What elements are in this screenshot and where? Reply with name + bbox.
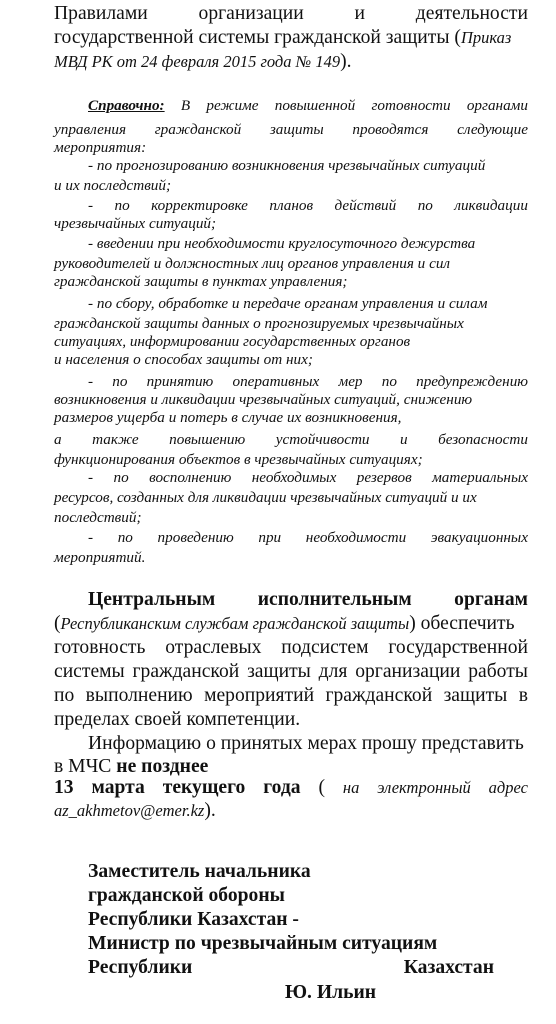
word: повышенной — [274, 97, 356, 114]
reference-line — [88, 158, 485, 173]
reference-line — [54, 452, 423, 467]
word: принятию — [146, 373, 214, 390]
word: по — [54, 685, 75, 706]
instruction-line — [54, 710, 300, 730]
word: деятельности — [415, 3, 528, 24]
instruction-line — [54, 638, 528, 658]
word: руководителей и должностных лиц органов управления и сил — [54, 255, 451, 272]
word: мероприятий. — [54, 549, 146, 566]
reference-line — [54, 256, 450, 271]
word: материальных — [432, 469, 528, 486]
word: организации — [355, 661, 461, 682]
reference-line — [88, 470, 528, 485]
word: ликвидации — [454, 197, 528, 214]
word: эвакуационных — [430, 529, 528, 546]
intro-line-3 — [54, 52, 352, 72]
signature-line: гражданской обороны — [88, 885, 285, 906]
reference-line — [54, 274, 347, 289]
word: Правилами — [54, 3, 148, 24]
word: - — [88, 373, 94, 390]
reference-line — [88, 198, 528, 213]
word: по — [417, 197, 433, 214]
word: Центральным — [88, 589, 216, 610]
word: государственной — [388, 637, 528, 658]
word: - — [88, 197, 94, 214]
word: следующие — [457, 121, 528, 138]
reference-line — [54, 432, 528, 447]
word: функционирования объектов в чрезвычайных ситуациях; — [54, 451, 423, 468]
instruction-text: ) обеспечить — [409, 613, 515, 634]
word: органами — [466, 97, 528, 114]
intro-text: ). — [340, 51, 352, 72]
word: органам — [454, 589, 528, 610]
word: отраслевых — [165, 637, 262, 658]
reference-line — [88, 530, 528, 545]
word: и — [354, 3, 366, 24]
word: гражданской — [325, 685, 433, 706]
word: а — [54, 431, 62, 448]
signatory-name — [285, 983, 376, 1003]
instruction-line — [54, 686, 528, 706]
word: гражданской — [154, 121, 242, 138]
intro-line-2 — [54, 28, 511, 48]
reference-line — [54, 510, 142, 525]
word: режиме — [206, 97, 259, 114]
word: Казахстан — [403, 957, 494, 978]
word: по — [117, 529, 133, 546]
word: ресурсов, созданных для ликвидации чрезвычайных ситуаций и их — [54, 489, 477, 506]
word: управления — [54, 121, 127, 138]
word: готовности — [371, 97, 451, 114]
instruction-text: Информацию о принятых мерах прошу представить — [88, 733, 524, 754]
word: проводятся — [352, 121, 429, 138]
reference-line — [88, 296, 487, 311]
word: повышению — [169, 431, 246, 448]
deadline-phrase: не позднее — [116, 756, 209, 777]
word: защиты — [247, 661, 311, 682]
word: организации — [198, 3, 304, 24]
word: при — [258, 529, 282, 546]
deadline-line — [54, 778, 528, 798]
word: последствий; — [54, 509, 142, 526]
reference-line — [54, 316, 464, 331]
reference-line — [54, 392, 472, 407]
word: - введении при необходимости круглосуточного дежурства — [88, 235, 476, 252]
word: пределах своей компетенции. — [54, 709, 301, 730]
word: по — [114, 197, 130, 214]
intro-line-1 — [54, 4, 528, 24]
word: резервов — [356, 469, 412, 486]
word: В — [180, 97, 191, 114]
word: гражданской защиты в пунктах управления; — [54, 273, 348, 290]
word: по — [113, 469, 129, 486]
word: электронный — [377, 778, 471, 797]
reference-line — [54, 490, 477, 505]
word: исполнительным — [257, 589, 412, 610]
signature-line: Министр по чрезвычайным ситуациям — [88, 933, 438, 954]
word: на — [342, 778, 360, 797]
word: устойчивости — [275, 431, 370, 448]
word: восполнению — [149, 469, 232, 486]
intro-text: государственной системы гражданской защиты ( — [54, 27, 461, 48]
info-line — [88, 734, 524, 754]
word: безопасности — [438, 431, 528, 448]
reference-line — [54, 550, 145, 565]
word: подсистем — [281, 637, 369, 658]
reference-line — [54, 140, 146, 155]
word: и их последствий; — [54, 177, 172, 194]
email-line — [54, 801, 216, 821]
instruction-line-2 — [54, 614, 515, 634]
word: необходимых — [251, 469, 337, 486]
reference-line — [54, 122, 528, 137]
word: ситуациях, информировании государственных органов — [54, 333, 411, 350]
reference-line — [54, 178, 171, 193]
signature-line: Заместитель начальника — [88, 861, 311, 882]
word: Республики — [88, 957, 193, 978]
reference-label: Справочно: — [88, 97, 165, 114]
word: проведению — [157, 529, 234, 546]
reference-line — [88, 374, 528, 389]
instruction-line — [54, 662, 528, 682]
word: работы — [468, 661, 528, 682]
instruction-line-1 — [88, 590, 528, 610]
word: мероприятия: — [54, 139, 147, 156]
word: оперативных — [232, 373, 320, 390]
reference-line — [54, 352, 313, 367]
word: мероприятий — [204, 685, 315, 706]
reference-line — [88, 236, 475, 251]
instruction-text: в МЧС — [54, 756, 117, 777]
paren: ). — [204, 800, 216, 821]
word: готовность — [54, 637, 146, 658]
word: адрес — [488, 778, 528, 797]
word: мер — [338, 373, 363, 390]
word: возникновения и ликвидации чрезвычайных ситуаций, снижению — [54, 391, 473, 408]
paren: ( — [54, 613, 61, 634]
word: системы — [54, 661, 125, 682]
word: - — [88, 529, 94, 546]
word: - по сбору, обработке и передаче органам управления и силам — [88, 295, 488, 312]
word: необходимости — [305, 529, 407, 546]
email-address: az_akhmetov@emer.kz — [54, 801, 205, 820]
addressee: Республиканским службам гражданской защиты — [60, 614, 410, 633]
signature-line: Республики Казахстан - — [88, 909, 299, 930]
word: размеров ущерба и потерь в случае их возникновения, — [54, 409, 402, 426]
word: и населения о способах защиты от них; — [54, 351, 313, 368]
word: по — [381, 373, 397, 390]
signatory-name-text: Ю. Ильин — [285, 982, 377, 1003]
mchs-line — [54, 757, 208, 777]
reference-line — [54, 216, 216, 231]
signature-line-5 — [88, 958, 494, 978]
word: гражданской — [132, 661, 240, 682]
word: предупреждению — [416, 373, 528, 390]
word: гражданской защиты данных о прогнозируемых чрезвычайных — [54, 315, 464, 332]
word: текущего — [162, 777, 246, 798]
reference-line-1 — [88, 98, 528, 113]
word: защиты — [269, 121, 324, 138]
deadline-day: 13 — [54, 777, 74, 798]
reference-line — [54, 410, 401, 425]
word: корректировке — [151, 197, 248, 214]
word: также — [92, 431, 139, 448]
reference-line — [54, 334, 410, 349]
word: в — [518, 685, 528, 706]
word: - по прогнозированию возникновения чрезвычайных ситуаций — [88, 157, 486, 174]
paren: ( — [318, 777, 325, 798]
word: чрезвычайных ситуаций; — [54, 215, 217, 232]
word: по — [112, 373, 128, 390]
word: действий — [334, 197, 397, 214]
order-reference: МВД РК от 24 февраля 2015 года № 149 — [54, 52, 341, 71]
word: и — [400, 431, 408, 448]
word: планов — [269, 197, 314, 214]
word: выполнению — [85, 685, 193, 706]
word: защиты — [443, 685, 508, 706]
order-reference: Приказ — [460, 28, 512, 47]
deadline-month: марта — [91, 777, 145, 798]
word: для — [318, 661, 348, 682]
word: - — [88, 469, 94, 486]
word: года — [263, 777, 301, 798]
